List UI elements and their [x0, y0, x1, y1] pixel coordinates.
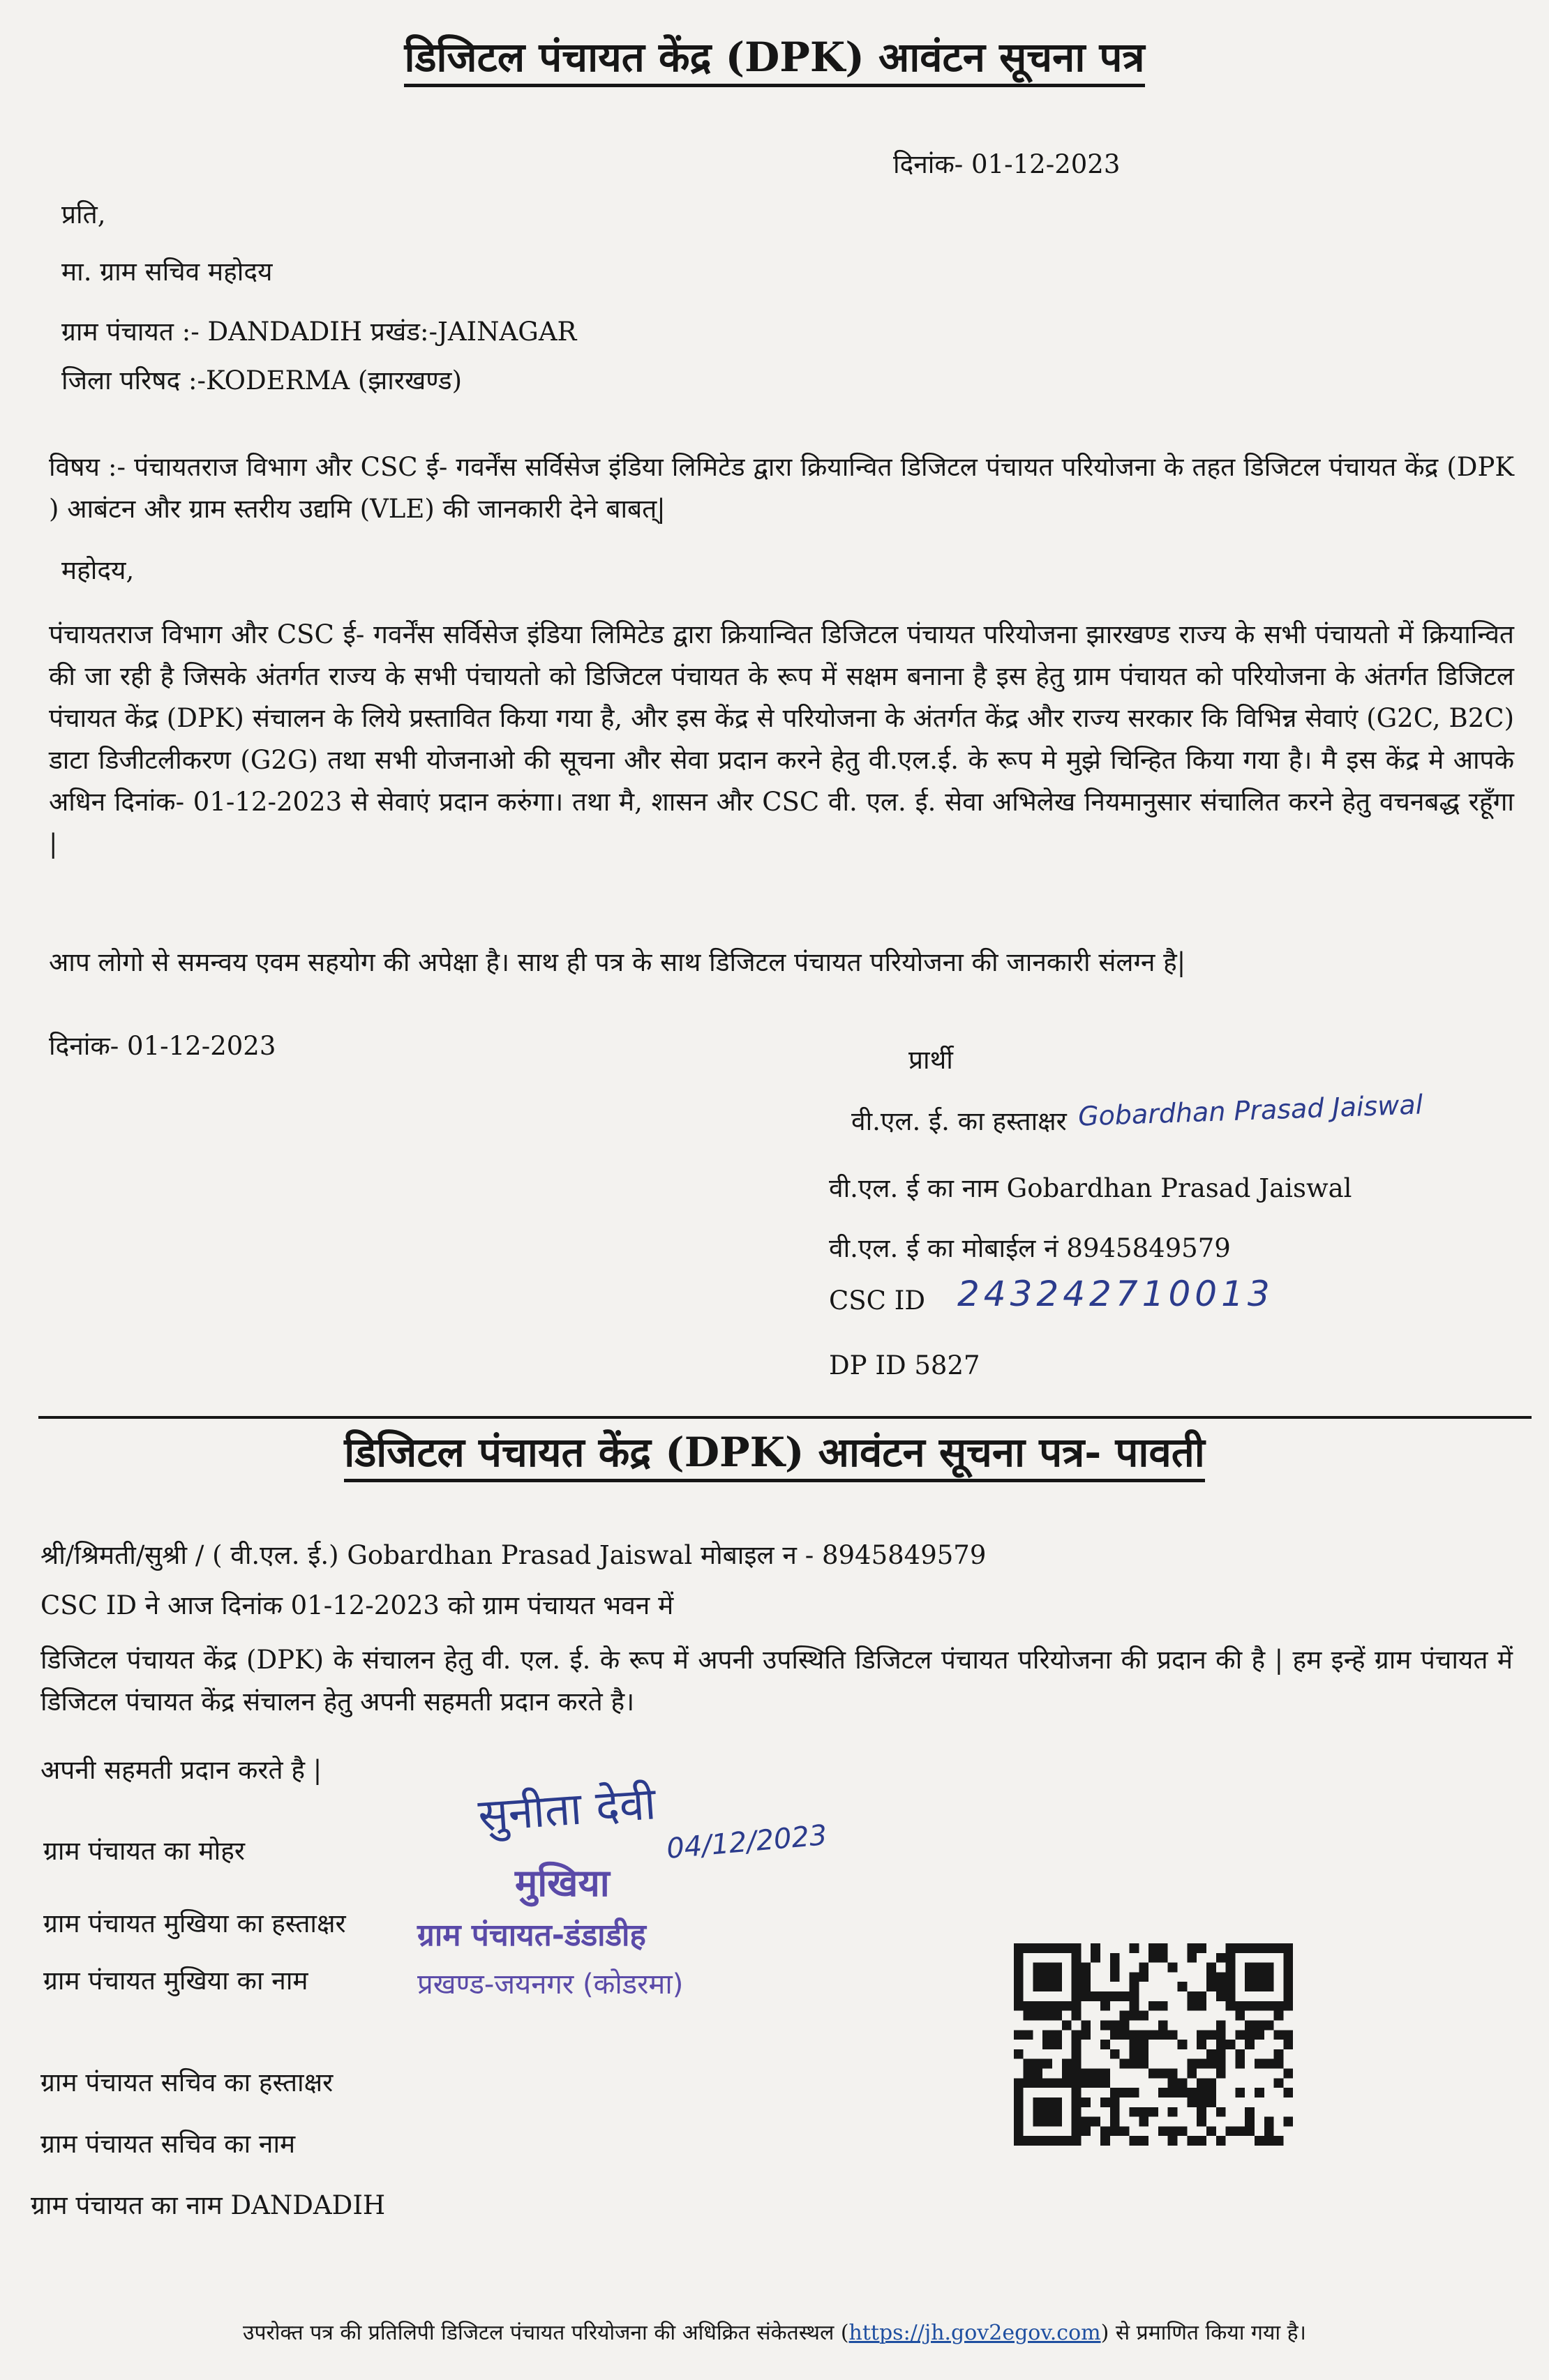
- stamp-designation: मुखिया: [515, 1861, 610, 1905]
- portal-link[interactable]: https://jh.gov2egov.com: [848, 2321, 1101, 2345]
- vle-signature: Gobardhan Prasad Jaiswal: [1077, 1089, 1423, 1132]
- footer-note: [0, 2317, 1549, 2346]
- stamp-block: प्रखण्ड-जयनगर (कोडरमा): [417, 1968, 684, 2001]
- csc-id-value: 243242710013: [957, 1274, 1274, 1314]
- footer-text: उपरोक्त पत्र की प्रतिलिपी डिजिटल पंचायत परियोजना की अधिक्रित संकेतस्थल (: [243, 2321, 849, 2345]
- subject: विषय :- पंचायतराज विभाग और CSC ई- गवर्नेंस सर्विसेज इंडिया लिमिटेड द्वारा क्रियान्वित डिजिटल पंचायत परियोजना के तहत डिजिटल पंचायत केंद्र (DPK ) आबंटन और ग्राम स्तरीय उद्यमि (VLE) की जानकारी देने बाबत्|: [49, 452, 1514, 524]
- letter-body: पंचायतराज विभाग और CSC ई- गवर्नेंस सर्विसेज इंडिया लिमिटेड द्वारा क्रियान्वित डिजिटल पंचायत परियोजना झारखण्ड राज्य के सभी पंचायतो में क्रियान्वित की जा रही है जिसके अंतर्गत राज्य के सभी पंचायतो को डिजिटल पंचायत के रूप में सक्षम बनाना है इस हेतु ग्राम पंचायत को परियोजना के अंतर्गत डिजिटल पंचायत केंद्र (DPK) संचालन के लिये प्रस्तावित किया गया है, और इस केंद्र से परियोजना के अंतर्गत केंद्र और राज्य सरकार कि विभिन्न सेवाएं (G2C, B2C) डाटा डिजीटलीकरण (G2G) तथा सभी योजनाओ की सूचना और सेवा प्रदान करने हेतु वी.एल.ई. के रूप मे मुझे चिन्हित किया गया है। मै इस केंद्र मे आपके अधिन दिनांक- 01-12-2023 से सेवाएं प्रदान करुंगा। तथा मै, शासन और CSC वी. एल. ई. सेवा अभिलेख नियमानुसार संचालित करने हेतु वचनबद्ध रहूँगा |: [49, 619, 1514, 859]
- sachiv-signature-label: ग्राम पंचायत सचिव का हस्ताक्षर: [40, 2068, 334, 2097]
- mukhiya-signature-date: 04/12/2023: [665, 1819, 829, 1865]
- prati: प्रति,: [61, 199, 106, 229]
- salutation: महोदय,: [61, 555, 135, 585]
- qr-code-icon: [1013, 1943, 1294, 2146]
- csc-id-label: CSC ID: [829, 1286, 926, 1316]
- district-line: जिला परिषद :-KODERMA (झारखण्ड): [61, 366, 463, 396]
- receipt-line-1: श्री/श्रिमती/सुश्री / ( वी.एल. ई.) Gobardhan Prasad Jaiswal मोबाइल न - 8945849579: [40, 1540, 987, 1570]
- mukhiya-signature-label: ग्राम पंचायत मुखिया का हस्ताक्षर: [43, 1908, 346, 1938]
- seal-label: ग्राम पंचायत का मोहर: [43, 1836, 245, 1866]
- receipt-line-4: अपनी सहमती प्रदान करते है |: [40, 1755, 322, 1785]
- letter-date-2: दिनांक- 01-12-2023: [49, 1031, 276, 1061]
- section-divider: [38, 1416, 1532, 1419]
- prarthi: प्रार्थी: [908, 1045, 953, 1075]
- dp-id: DP ID 5827: [829, 1350, 980, 1380]
- receipt-line-2: CSC ID ने आज दिनांक 01-12-2023 को ग्राम पंचायत भवन में: [40, 1590, 674, 1620]
- footer-text-end: ) से प्रमाणित किया गया है।: [1100, 2321, 1306, 2345]
- mukhiya-name-label: ग्राम पंचायत मुखिया का नाम: [43, 1966, 308, 1996]
- receipt-line-3: डिजिटल पंचायत केंद्र (DPK) के संचालन हेतु वी. एल. ई. के रूप में अपनी उपस्थिति डिजिटल पंचायत परियोजना की प्रदान की है | हम इन्हें ग्राम पंचायत में डिजिटल पंचायत केंद्र संचालन हेतु अपनी सहमती प्रदान करते है।: [40, 1645, 1513, 1717]
- letter-date: दिनांक- 01-12-2023: [893, 149, 1121, 179]
- vle-mobile: वी.एल. ई का मोबाईल नं 8945849579: [829, 1233, 1231, 1263]
- vle-name: वी.एल. ई का नाम Gobardhan Prasad Jaiswal: [829, 1173, 1352, 1203]
- sachiv-name-label: ग्राम पंचायत सचिव का नाम: [40, 2129, 296, 2159]
- closing-line: आप लोगो से समन्वय एवम सहयोग की अपेक्षा है। साथ ही पत्र के साथ डिजिटल पंचायत परियोजना की जानकारी संलग्न है|: [49, 947, 1186, 977]
- vle-signature-label: वी.एल. ई. का हस्ताक्षर: [851, 1106, 1067, 1136]
- letter-title: डिजिटल पंचायत केंद्र (DPK) आवंटन सूचना पत्र: [0, 28, 1549, 83]
- mukhiya-handwritten-signature: सुनीता देवी: [476, 1778, 658, 1842]
- gp-name: ग्राम पंचायत का नाम DANDADIH: [31, 2190, 386, 2220]
- receipt-title: डिजिटल पंचायत केंद्र (DPK) आवंटन सूचना पत्र- पावती: [0, 1423, 1549, 1478]
- addressee: मा. ग्राम सचिव महोदय: [61, 257, 273, 287]
- stamp-panchayat: ग्राम पंचायत-डंडाडीह: [417, 1918, 646, 1953]
- gram-panchayat-line: ग्राम पंचायत :- DANDADIH प्रखंड:-JAINAGAR: [61, 317, 577, 347]
